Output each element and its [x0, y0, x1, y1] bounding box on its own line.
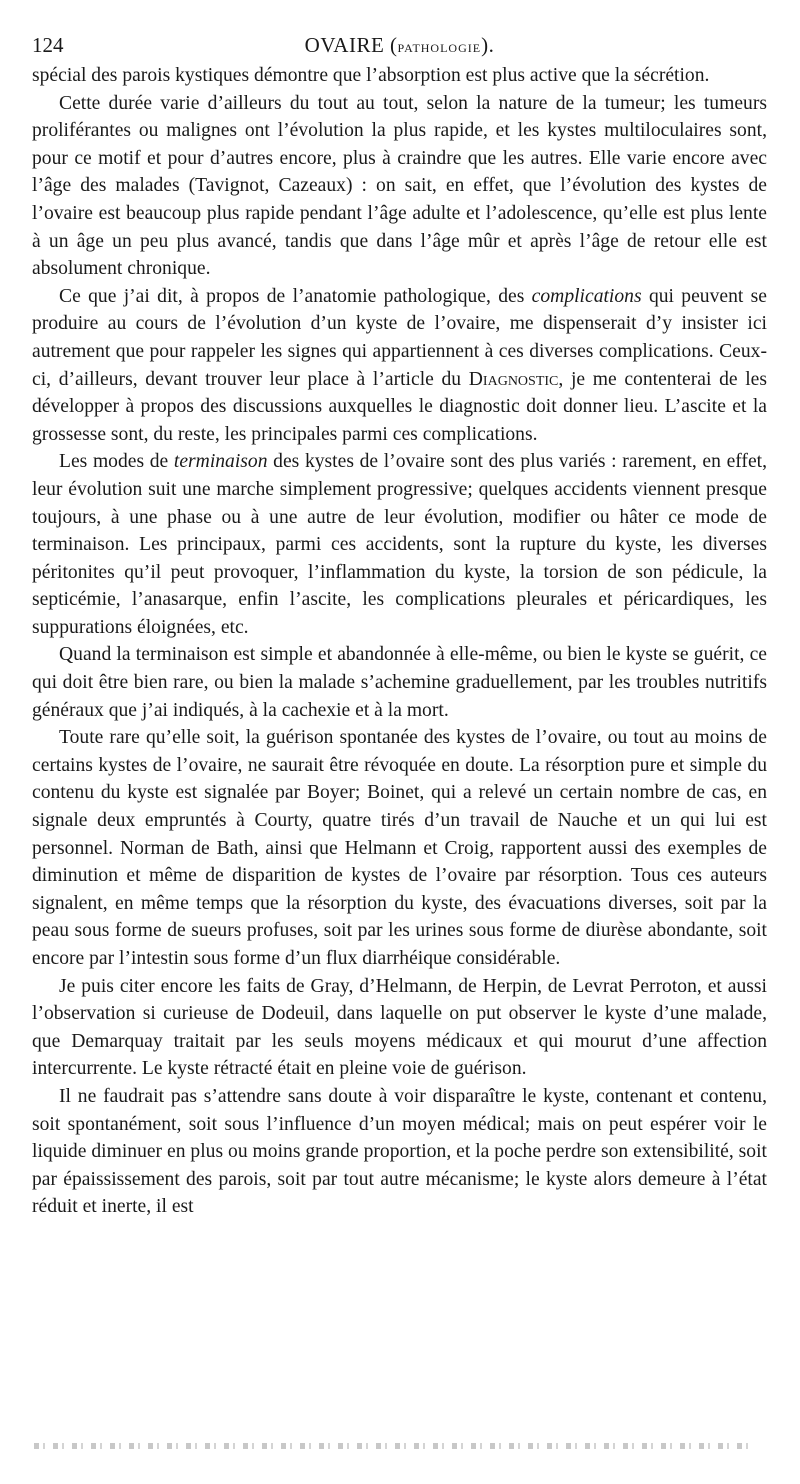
italic-term: complications — [531, 285, 642, 307]
paragraph-text: Ce que j’ai dit, à propos de l’anatomie pathologique, des — [59, 285, 532, 307]
italic-term: terminaison — [173, 451, 268, 473]
paragraph-text: , je me contenterai de les développer à propos des discussions auxquelles le diagnostic doit donner lieu. L’ascite et la grossesse sont, du reste, les principales parmi ces complications. — [32, 368, 767, 445]
paragraph-text: Les modes de — [59, 451, 174, 473]
paragraph-text: des kystes de l’ovaire sont des plus variés : rarement, en effet, leur évolution suit une marche simplement progressive; quelques accidents viennent presque toujours, à une phase ou à une autre de leur évolution, modifier ou hâter ce mode de terminaison. Les principaux, parmi ces accidents, sont la rupture du kyste, les diverses péritonites qu’il peut provoquer, l’inflammation du kyste, la torsion de son pédicule, la septicémie, l’anasarque, enfin l’ascite, les complications pleurales et péricardiques, les suppurations éloignées, etc. — [32, 451, 767, 638]
paragraph — [32, 283, 767, 449]
small-caps-term: Diagnostic — [468, 368, 559, 390]
paragraph — [32, 448, 767, 641]
scan-footer-noise — [34, 1443, 756, 1449]
paragraph: Il ne faudrait pas s’attendre sans doute à voir disparaître le kyste, contenant et contenu, soit spontanément, soit sous l’influence d’un moyen médical; mais on peut espérer voir le liquide diminuer en plus ou moins grande proportion, et la poche perdre son extensibilité, soit par épaississement des parois, soit par tout autre mécanisme; le kyste alors demeure à l’état réduit et inerte, il est — [32, 1085, 767, 1218]
running-head-subtitle: pathologie — [397, 37, 482, 56]
page-number: 124 — [32, 33, 64, 57]
running-head-title: OVAIRE ( — [304, 33, 398, 57]
running-head — [32, 28, 767, 64]
paragraph: Quand la terminaison est simple et abandonnée à elle-même, ou bien le kyste se guérit, ce qui doit être bien rare, ou bien la malade s’achemine graduellement, par les troubles nutritifs généraux que j’ai indiqués, à la cachexie et à la mort. — [32, 644, 767, 721]
running-head-close: ). — [481, 33, 495, 57]
paragraph: Toute rare qu’elle soit, la guérison spontanée des kystes de l’ovaire, ou tout au moins de certains kystes de l’ovaire, ne saurait être révoquée en doute. La résorption pure et simple du contenu du kyste est signalée par Boyer; Boinet, qui a relevé un certain nombre de cas, en signale deux empruntés à Courty, quatre tirés d’un travail de Nauche et un qui lui est personnel. Norman de Bath, ainsi que Helmann et Croig, rapportent aussi des exemples de diminution et même de disparition de kystes de l’ovaire par résorption. Tous ces auteurs signalent, en même temps que la résorption du kyste, des évacuations diverses, soit par la peau sous forme de sueurs profuses, soit par les urines sous forme de diurèse abondante, soit encore par l’intestin sous forme d’un flux diarrhéique considérable. — [32, 727, 767, 969]
paragraph: Cette durée varie d’ailleurs du tout au tout, selon la nature de la tumeur; les tumeurs proliférantes ou malignes ont l’évolution la plus rapide, et les kystes multiloculaires sont, pour ce motif et pour d’autres encore, plus à craindre que les autres. Elle varie encore avec l’âge des malades (Tavignot, Cazeaux) : on sait, en effet, que l’évolution des kystes de l’ovaire est beaucoup plus rapide pendant l’âge adulte et l’adolescence, qu’elle est plus lente à un âge un peu plus avancé, tandis que dans l’âge mûr et après l’âge de retour elle est absolument chronique. — [32, 92, 767, 280]
book-page — [32, 28, 767, 1221]
paragraph: spécial des parois kystiques démontre que l’absorption est plus active que la sécrétion. — [32, 65, 710, 86]
page-header — [32, 28, 767, 62]
paragraph: Je puis citer encore les faits de Gray, d’Helmann, de Herpin, de Levrat Perroton, et aussi l’observation si curieuse de Dodeuil, dans laquelle on put observer le kyste d’une malade, que Demarquay traitait par les seuls moyens médicaux et qui mourut d’une affection intercurrente. Le kyste rétracté était en pleine voie de guérison. — [32, 975, 767, 1080]
body-text — [32, 62, 767, 1221]
paragraph-text: qui peuvent se produire au cours de l’évolution d’un kyste de l’ovaire, me dispenserait d’y insister ici autrement que pour rappeler les signes qui appartiennent à ces diverses complications. Ceux-ci, d’ailleurs, devant trouver leur place à l’article du — [32, 285, 767, 390]
